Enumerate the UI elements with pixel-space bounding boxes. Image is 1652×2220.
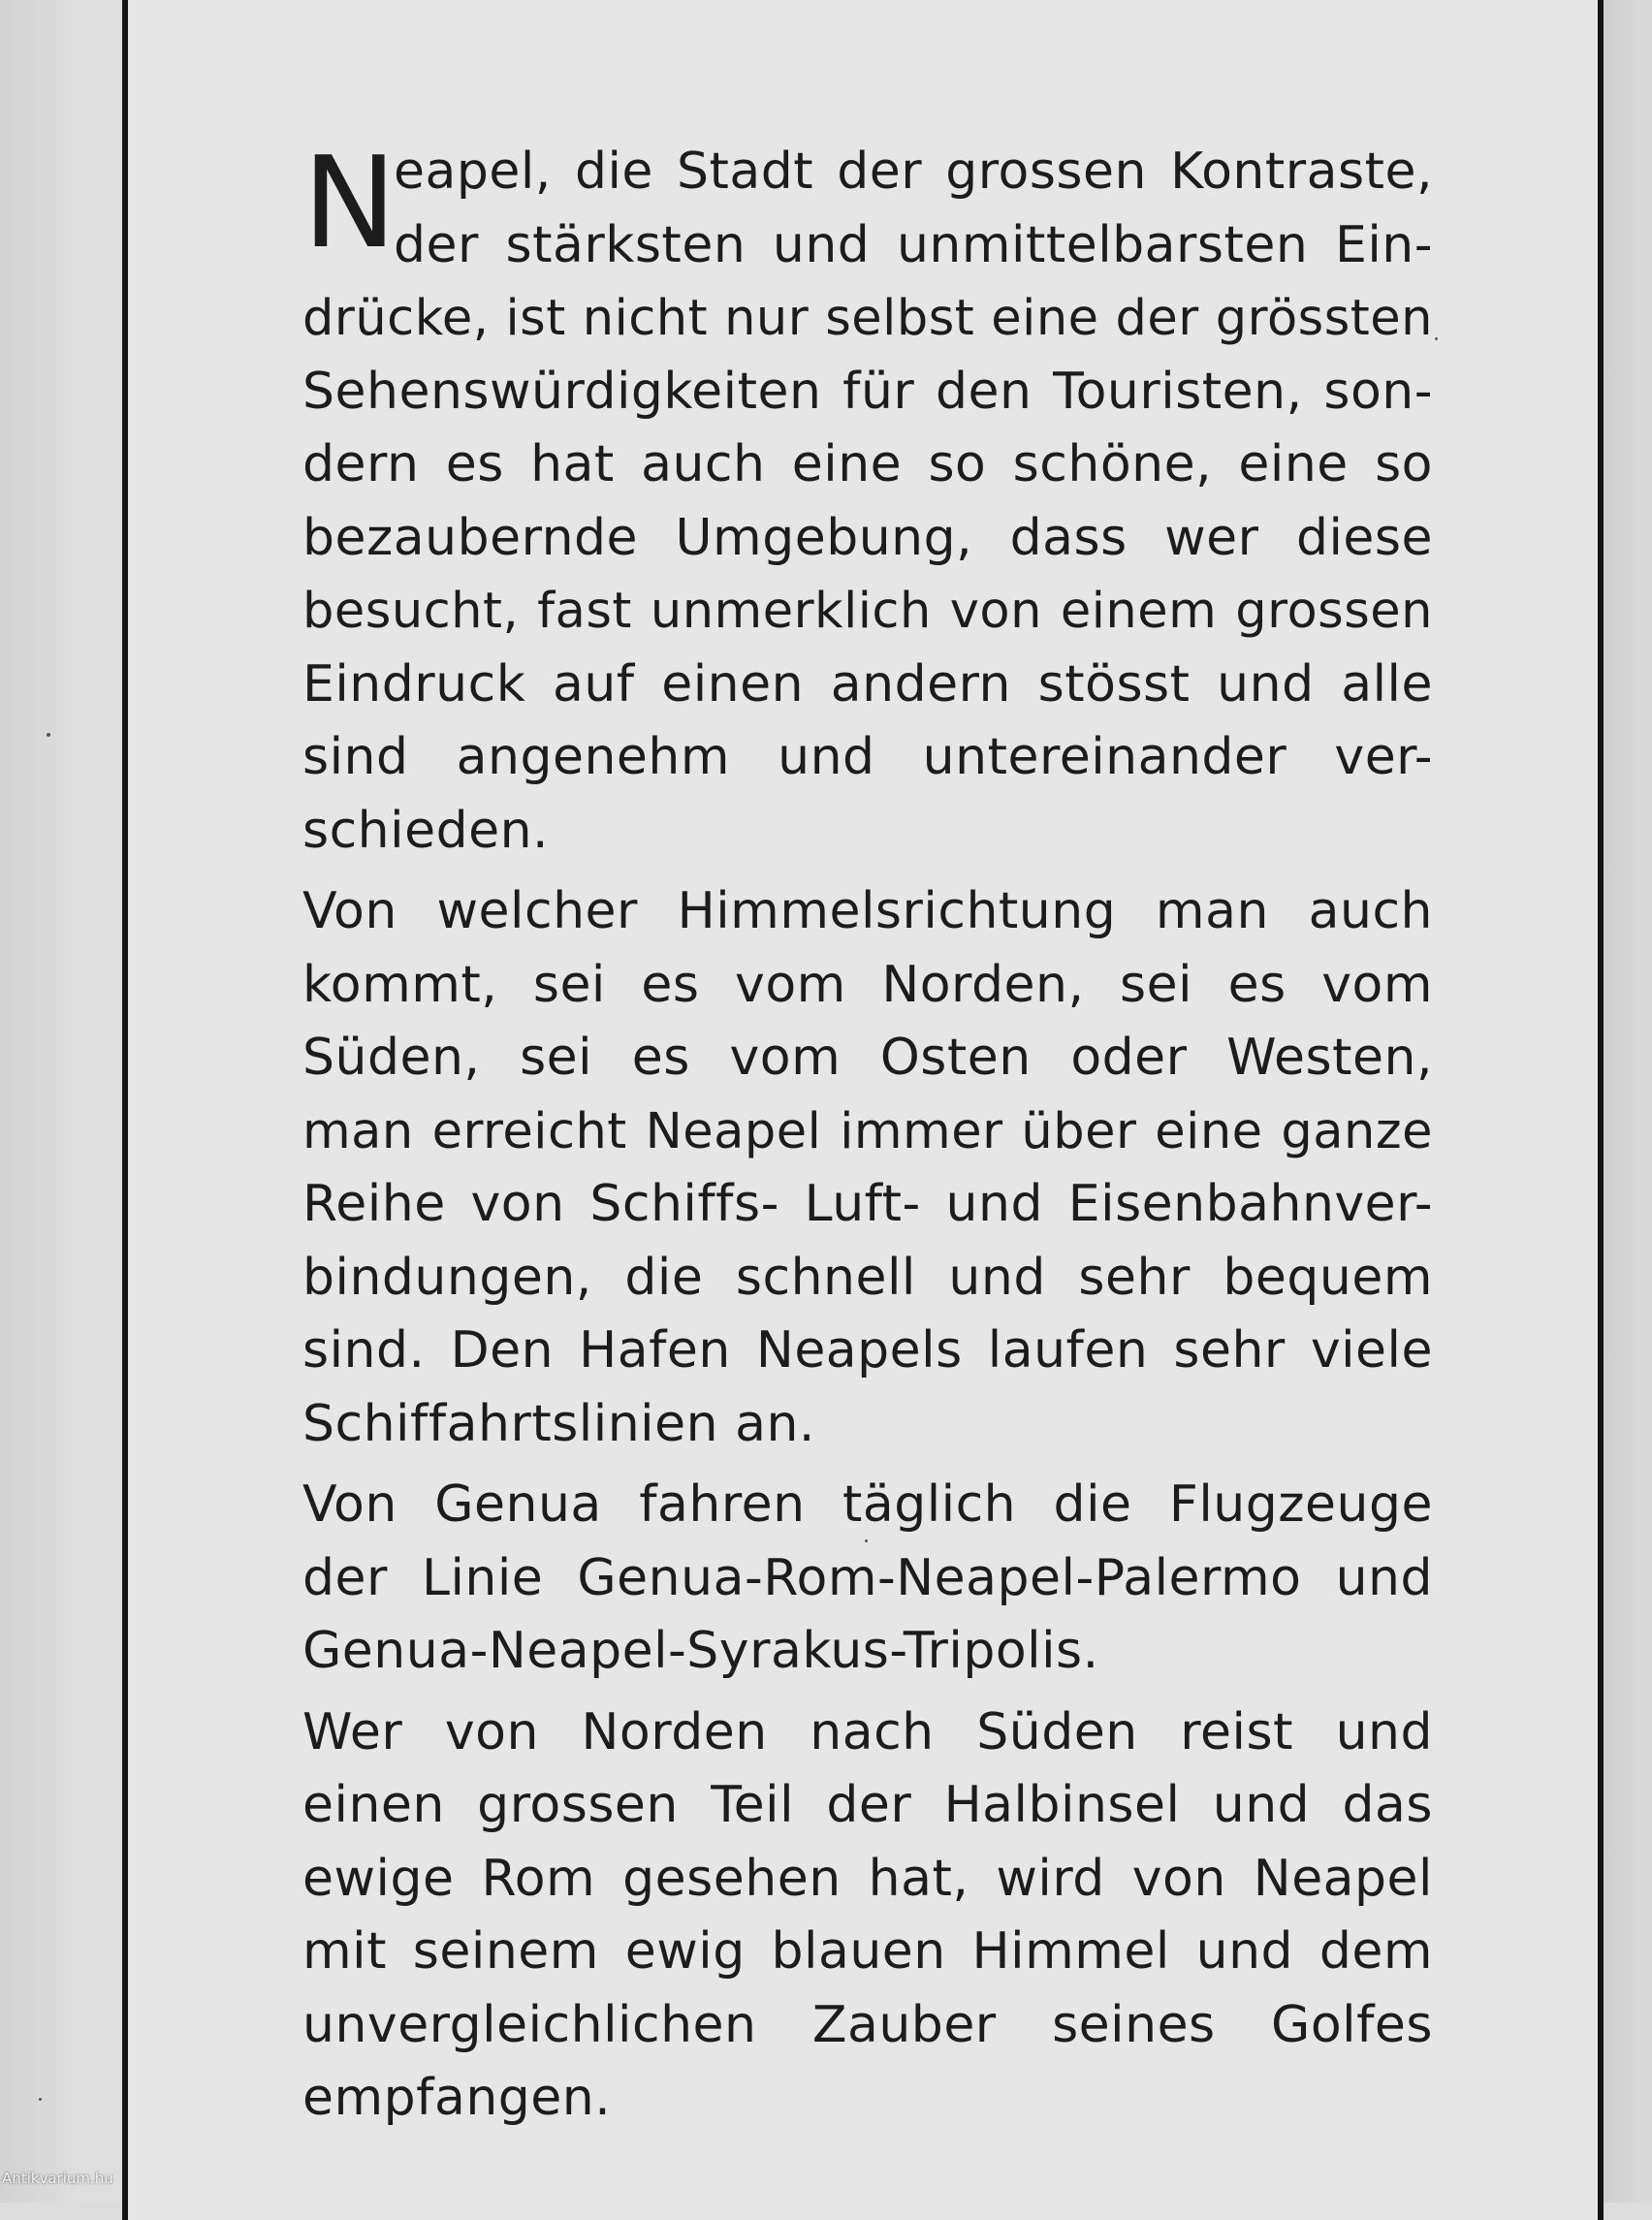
dropcap-letter: N: [302, 129, 397, 276]
article-body: [302, 129, 1433, 2136]
text-line: Süden, sei es vom Osten oder Westen,: [302, 1029, 1433, 1087]
text-line: Sehenswürdigkeiten für den Touristen, son-: [302, 362, 1433, 421]
text-line: unvergleichlichen Zauber seines Golfes: [302, 1995, 1433, 2054]
paper-speck: [47, 733, 50, 737]
text-line: empfangen.: [302, 2069, 612, 2127]
paragraph-1: [302, 129, 1433, 868]
text-line: Schiffahrtslinien an.: [302, 1394, 815, 1453]
text-line: sind. Den Hafen Neapels laufen sehr viele: [302, 1321, 1433, 1380]
text-line: drücke, ist nicht nur selbst eine der grössten: [302, 290, 1433, 347]
text-line: Von welcher Himmelsrichtung man auch: [302, 882, 1433, 940]
paper-speck: [1435, 337, 1438, 340]
text-line: kommt, sei es vom Norden, sei es vom: [302, 955, 1433, 1014]
text-line: sind angenehm und untereinander ver-: [302, 728, 1433, 786]
text-line: Genua-Neapel-Syrakus-Tripolis.: [302, 1622, 1099, 1680]
text-line: ewige Rom gesehen hat, wird von Neapel: [302, 1849, 1433, 1908]
paragraph-3: [302, 1469, 1433, 1689]
text-line: bezaubernde Umgebung, dass wer diese: [302, 508, 1433, 567]
watermark-text: Antikvarium.hu: [2, 2170, 113, 2187]
paper-speck: [39, 2098, 42, 2101]
text-line: bindungen, die schnell und sehr bequem: [302, 1248, 1433, 1307]
text-line: Eindruck auf einen andern stösst und alle: [302, 654, 1433, 714]
text-line: besucht, fast unmerklich von einem grossen: [302, 583, 1433, 640]
text-line: man erreicht Neapel immer über eine ganze: [302, 1102, 1433, 1160]
dropcap-lines: [302, 129, 1433, 282]
text-line: mit seinem ewig blauen Himmel und dem: [302, 1922, 1433, 1981]
text-line: der stärksten und unmittelbarsten Ein-: [394, 215, 1433, 274]
text-line: einen grossen Teil der Halbinsel und das: [302, 1776, 1433, 1834]
right-page-margin: [1604, 0, 1652, 2203]
text-line: eapel, die Stadt der grossen Kontraste,: [394, 143, 1433, 201]
paragraph-2: [302, 875, 1433, 1461]
paragraph-4: [302, 1697, 1433, 2136]
text-line: dern es hat auch eine so schöne, eine so: [302, 435, 1433, 493]
text-line: schieden.: [302, 801, 550, 860]
text-line: Reihe von Schiffs- Luft- und Eisenbahnver-: [302, 1175, 1433, 1233]
text-line: der Linie Genua-Rom-Neapel-Palermo und: [302, 1548, 1433, 1607]
text-line: Wer von Norden nach Süden reist und: [302, 1702, 1433, 1761]
text-line: Von Genua fahren täglich die Flugzeuge: [302, 1475, 1433, 1534]
